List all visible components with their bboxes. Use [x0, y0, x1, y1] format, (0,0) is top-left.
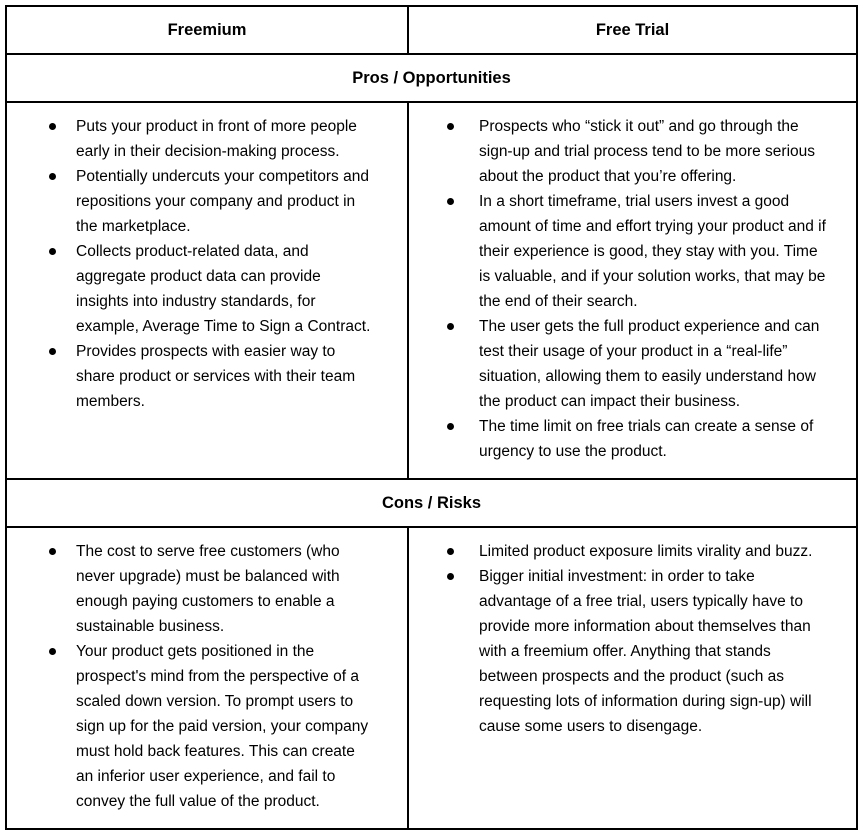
cons-freemium-cell	[6, 527, 408, 829]
list-item-text: The cost to serve free customers (who never upgrade) must be balanced with enough paying customers to enable a sustainable business.	[76, 543, 340, 635]
list-item	[8, 164, 375, 239]
section-header-row-cons	[6, 479, 857, 527]
column-header-freemium: Freemium	[6, 6, 408, 54]
pros-free-trial-cell	[408, 102, 857, 479]
bullet-icon	[49, 548, 56, 555]
cons-freemium-list	[8, 539, 375, 814]
list-item	[410, 189, 827, 314]
list-item-text: Potentially undercuts your competitors and repositions your company and product in the marketplace.	[76, 168, 369, 235]
bullet-icon	[49, 348, 56, 355]
list-item-text: Provides prospects with easier way to share product or services with their team members.	[76, 343, 356, 410]
list-item-text: The time limit on free trials can create a sense of urgency to use the product.	[479, 418, 814, 460]
list-item	[410, 114, 827, 189]
bullet-icon	[49, 123, 56, 130]
bullet-icon	[447, 198, 454, 205]
column-header-free-trial: Free Trial	[408, 6, 857, 54]
cons-content-row	[6, 527, 857, 829]
freemium-vs-free-trial-table	[5, 5, 858, 830]
list-item-text: Prospects who “stick it out” and go through the sign-up and trial process tend to be more serious about the product that you’re offering.	[479, 118, 816, 185]
pros-freemium-list	[8, 114, 375, 414]
column-header-row	[6, 6, 857, 54]
section-header-row-pros	[6, 54, 857, 102]
pros-freemium-cell	[6, 102, 408, 479]
bullet-icon	[447, 573, 454, 580]
list-item-text: The user gets the full product experience and can test their usage of your product in a “real-life” situation, allowing them to easily understand how the product can impact their business.	[479, 318, 820, 410]
list-item-text: Collects product-related data, and aggregate product data can provide insights into industry standards, for example, Average Time to Sign a Contract.	[76, 243, 371, 335]
section-header-cons: Cons / Risks	[6, 479, 857, 527]
list-item-text: Bigger initial investment: in order to take advantage of a free trial, users typically have to provide more information about themselves than with a freemium offer. Anything that stands between prospects and the product (such as requesting lots of information during sign-up) will cause some users to disengage.	[479, 568, 812, 735]
list-item-text: Your product gets positioned in the prospect's mind from the perspective of a scaled down version. To prompt users to sign up for the paid version, your company must hold back features. This can create an inferior user experience, and fail to convey the full value of the product.	[76, 643, 369, 810]
bullet-icon	[447, 123, 454, 130]
list-item	[8, 339, 375, 414]
list-item	[410, 414, 827, 464]
bullet-icon	[49, 173, 56, 180]
bullet-icon	[447, 423, 454, 430]
list-item	[410, 539, 827, 564]
list-item-text: Limited product exposure limits virality and buzz.	[479, 543, 813, 560]
pros-free-trial-list	[410, 114, 827, 464]
list-item-text: In a short timeframe, trial users invest a good amount of time and effort trying your product and if their experience is good, they stay with you. Time is valuable, and if your solution works, that may be the end of their search.	[479, 193, 826, 310]
list-item	[8, 114, 375, 164]
list-item	[8, 239, 375, 339]
bullet-icon	[49, 248, 56, 255]
section-header-pros: Pros / Opportunities	[6, 54, 857, 102]
list-item	[8, 539, 375, 639]
bullet-icon	[447, 548, 454, 555]
list-item	[8, 639, 375, 814]
bullet-icon	[447, 323, 454, 330]
cons-free-trial-cell	[408, 527, 857, 829]
cons-free-trial-list	[410, 539, 827, 739]
list-item	[410, 564, 827, 739]
list-item-text: Puts your product in front of more people early in their decision-making process.	[76, 118, 357, 160]
pros-content-row	[6, 102, 857, 479]
bullet-icon	[49, 648, 56, 655]
list-item	[410, 314, 827, 414]
